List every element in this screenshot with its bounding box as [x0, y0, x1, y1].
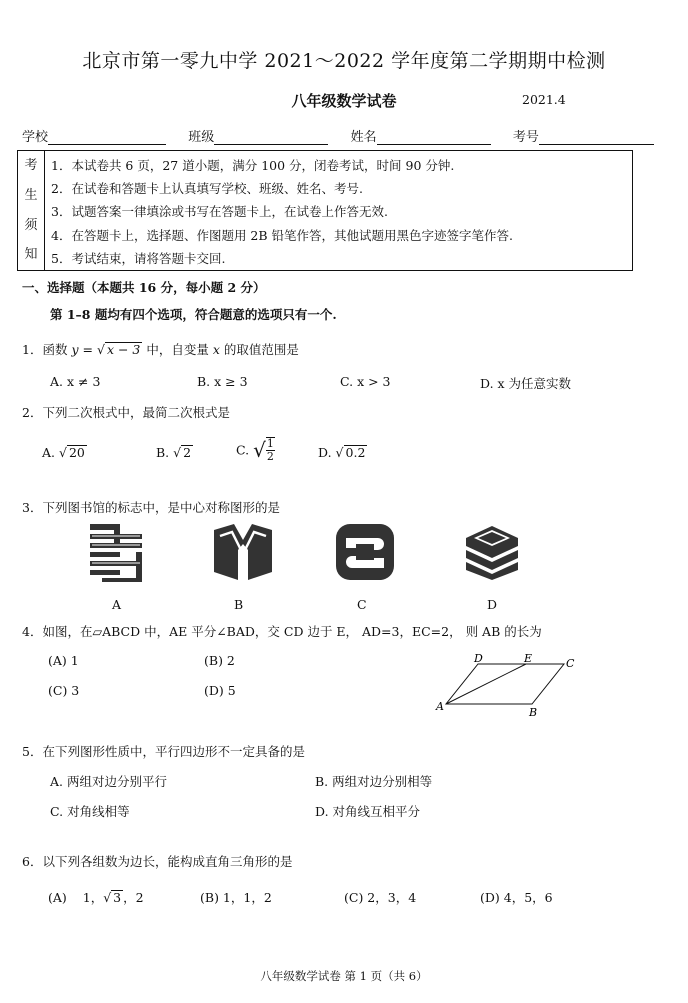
q4-number: 4．	[22, 624, 43, 639]
notice-item: 3．试题答案一律填涂或书写在答题卡上，在试卷上作答无效.	[51, 204, 388, 220]
sqrt-sign: √	[59, 445, 67, 460]
q2-radicand-a: 20	[68, 445, 85, 460]
exam-date: 2021.4	[522, 92, 566, 107]
name-field[interactable]	[377, 130, 491, 145]
library-logo-b-icon[interactable]	[212, 522, 274, 582]
notice-char: 考	[24, 158, 38, 173]
notice-char: 生	[24, 187, 38, 203]
q5-number: 5．	[22, 744, 43, 759]
q1-stem	[22, 340, 299, 358]
q6-option-a[interactable]	[48, 888, 144, 906]
q1-option-d[interactable]: D. x 为任意实数	[480, 376, 572, 391]
notice-item: 2．在试卷和答题卡上认真填写学校、班级、姓名、考号.	[51, 181, 363, 197]
sqrt-sign: √	[96, 342, 105, 357]
notice-label	[18, 151, 45, 270]
q4-option-a[interactable]: (A) 1	[48, 653, 79, 668]
label-c: C	[566, 657, 575, 670]
school-label: 学校	[22, 130, 49, 145]
student-info-row	[22, 126, 634, 145]
notice-item: 5．考试结束，请将答题卡交回.	[51, 250, 226, 266]
q2-label-c: C.	[236, 442, 250, 458]
q3-label-a: A	[112, 597, 122, 612]
q1-option-c[interactable]: C. x > 3	[340, 374, 391, 389]
q4-stem	[22, 622, 542, 640]
q6-option-d[interactable]: (D) 4，5，6	[480, 890, 553, 905]
notice-box	[17, 150, 633, 271]
label-d: D	[474, 652, 483, 665]
q2-option-d[interactable]	[318, 445, 367, 460]
q2-number: 2．	[22, 405, 43, 420]
id-field[interactable]	[539, 130, 654, 145]
name-label: 姓名	[350, 130, 377, 145]
q5-stem	[22, 742, 305, 760]
sqrt-sign: √	[253, 438, 266, 462]
section-title: 一、选择题（本题共 16 分，每小题 2 分）	[22, 280, 266, 295]
q3-label-d: D	[487, 597, 498, 612]
q3-text: 下列图书馆的标志中，是中心对称图形的是	[42, 500, 280, 515]
q2-stem	[22, 403, 230, 421]
q2-frac-num: 1	[266, 437, 274, 450]
q6-stem	[22, 852, 292, 870]
library-logo-a-icon[interactable]	[86, 522, 148, 584]
class-label: 班级	[188, 130, 215, 145]
q2-label-b: B.	[156, 445, 170, 460]
q2-frac-den: 2	[266, 450, 274, 463]
id-label: 考号	[512, 130, 539, 145]
q5-option-d[interactable]: D. 对角线互相平分	[315, 804, 421, 819]
q5-option-c[interactable]: C. 对角线相等	[50, 804, 130, 819]
q1-radicand: x − 3	[106, 342, 141, 357]
label-a: A	[436, 700, 444, 713]
q1-text3: 的取值范围是	[223, 342, 299, 357]
q6-label-a: (A)	[48, 890, 67, 905]
q1-var-x: x	[212, 342, 220, 357]
notice-char: 知	[24, 247, 38, 263]
q2-option-a[interactable]	[42, 445, 87, 460]
page-footer: 八年级数学试卷 第 1 页（共 6）	[260, 969, 428, 983]
notice-item: 4．在答题卡上，选择题、作图题用 2B 铅笔作答，其他试题用黑色字迹签字笔作答.	[51, 227, 514, 243]
q6-a-pre: 1，	[82, 890, 104, 905]
sqrt-sign: √	[173, 445, 182, 460]
q4-option-b[interactable]: (B) 2	[204, 653, 235, 668]
q6-number: 6．	[22, 854, 43, 869]
q3-number: 3．	[22, 500, 43, 515]
q2-radicand-d: 0.2	[345, 445, 366, 460]
q4-option-c[interactable]: (C) 3	[48, 683, 80, 698]
q3-stem	[22, 498, 280, 516]
q5-option-b[interactable]: B. 两组对边分别相等	[315, 774, 433, 789]
q1-number: 1．	[22, 342, 43, 357]
exam-subtitle: 八年级数学试卷	[291, 92, 397, 110]
q4-text: 如图，在▱ABCD 中，AE 平分∠BAD，交 CD 边于 E， AD=3，EC=2， 则 AB 的长为	[42, 624, 542, 639]
q2-option-b[interactable]	[156, 445, 193, 460]
sqrt-sign: √	[335, 445, 344, 460]
q1-text2: 中，自变量	[146, 342, 209, 357]
school-field[interactable]	[48, 130, 166, 145]
notice-item: 1．本试卷共 6 页，27 道小题，满分 100 分，闭卷考试，时间 90 分钟.	[51, 158, 455, 173]
section-instruction: 第 1–8 题均有四个选项，符合题意的选项只有一个.	[50, 307, 337, 322]
q6-option-b[interactable]: (B) 1，1，2	[200, 890, 272, 905]
class-field[interactable]	[214, 130, 328, 145]
q4-option-d[interactable]: (D) 5	[204, 683, 236, 698]
q6-text: 以下列各组数为边长，能构成直角三角形的是	[42, 854, 293, 869]
q2-label-d: D.	[318, 445, 332, 460]
q6-a-post: ，2	[123, 890, 144, 905]
q6-a-radicand: 3	[113, 890, 122, 905]
q1-equals: =	[82, 342, 93, 357]
q5-option-a[interactable]: A. 两组对边分别平行	[50, 774, 167, 789]
exam-title: 北京市第一零九中学 2021～2022 学年度第二学期期中检测	[82, 50, 606, 72]
label-e: E	[524, 652, 533, 665]
q5-text: 在下列图形性质中，平行四边形不一定具备的是	[42, 744, 305, 759]
parallelogram-figure	[432, 650, 582, 718]
library-logo-c-icon[interactable]	[334, 522, 396, 582]
q1-option-a[interactable]: A. x ≠ 3	[50, 374, 101, 389]
label-b: B	[529, 706, 538, 718]
sqrt-sign: √	[103, 890, 112, 905]
q2-radicand-b: 2	[183, 445, 192, 460]
notice-char: 须	[24, 217, 38, 233]
q1-var-y: y	[71, 342, 79, 357]
q6-option-c[interactable]: (C) 2，3，4	[344, 890, 417, 905]
q2-label-a: A.	[42, 445, 56, 460]
q2-text: 下列二次根式中，最简二次根式是	[42, 405, 230, 420]
q1-option-b[interactable]: B. x ≥ 3	[197, 374, 248, 389]
q3-label-c: C	[357, 597, 367, 612]
q1-text: 函数	[42, 342, 68, 357]
library-logo-d-icon[interactable]	[460, 524, 524, 582]
q3-label-b: B	[234, 597, 244, 612]
q2-option-c[interactable]	[236, 437, 275, 463]
